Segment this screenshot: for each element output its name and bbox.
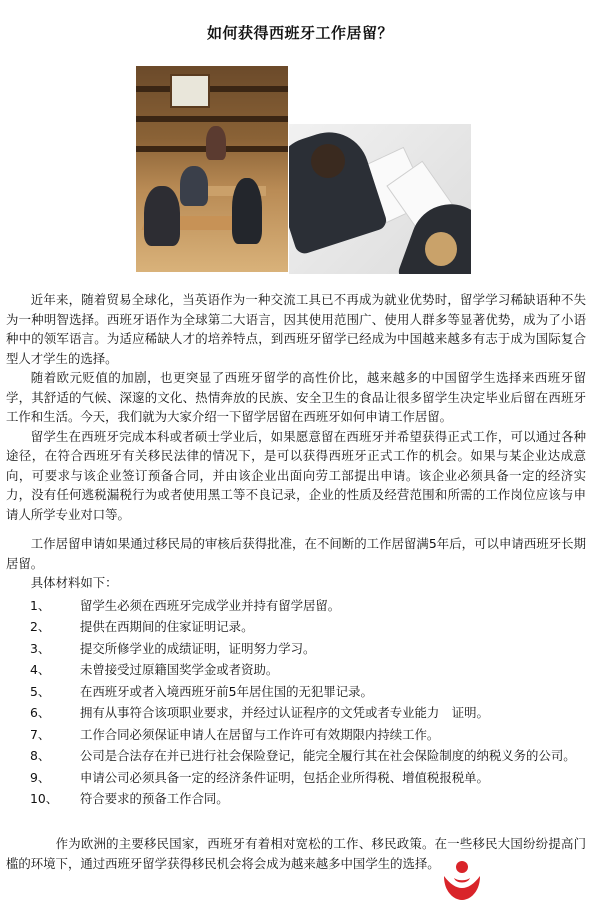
- list-number: 10、: [30, 791, 59, 806]
- window: [170, 74, 210, 108]
- list-text: 工作合同必须保证申请人在居留与工作许可有效期限内持续工作。: [80, 726, 440, 742]
- list-item: [6, 745, 586, 767]
- materials-heading: 具体材料如下：: [30, 575, 118, 590]
- materials-list: [6, 595, 586, 810]
- list-item: [6, 638, 586, 660]
- list-number: 9、: [30, 769, 51, 785]
- list-text: 留学生必须在西班牙完成学业并持有留学居留。: [80, 597, 341, 613]
- student: [232, 178, 262, 244]
- list-number: 2、: [30, 619, 51, 634]
- shelf: [136, 86, 288, 92]
- closing-paragraph: 作为欧洲的主要移民国家，西班牙有着相对宽松的工作、移民政策。在一些移民大国纷纷提高门槛的环境下，通过西班牙留学获得移民机会将会成为越来越多中国学生的选择。: [6, 836, 586, 871]
- list-number: 3、: [30, 640, 51, 656]
- logo-icon: [440, 858, 484, 902]
- list-text: 提供在西期间的住家证明记录。: [80, 619, 254, 634]
- paragraph: 随着欧元贬值的加剧，也更突显了西班牙留学的高性价比，越来越多的中国留学生选择来西班牙留学，其舒适的气候、深邃的文化、热情奔放的民族、安全卫生的食品让很多留学生决定毕业后留在西班牙工作和生活。今天，我们就为大家介绍一下留学居留在西班牙如何申请工作居留。: [6, 370, 586, 424]
- list-item: [6, 724, 586, 746]
- page-title: 如何获得西班牙工作居留？: [206, 24, 393, 42]
- list-item: [6, 659, 586, 681]
- student: [144, 186, 180, 246]
- list-item: [6, 595, 586, 617]
- paragraph: 工作居留申请如果通过移民局的审核后获得批准，在不间断的工作居留满5年后，可以申请西班牙长期居留。: [6, 536, 586, 571]
- list-text: 在西班牙或者入境西班牙前5年居住国的无犯罪记录。: [80, 683, 373, 699]
- list-number: 8、: [30, 748, 51, 763]
- paragraph: 留学生在西班牙完成本科或者硕士学业后，如果愿意留在西班牙并希望获得正式工作，可以通过各种途径，在符合西班牙有关移民法律的情况下，是可以获得西班牙正式工作的机会。如果与某企业达成意向，可要求与该企业签订预备合同，并由该企业出面向劳工部提出申请。该企业必须具备一定的经济实力，没有任何逃税漏税行为或者使用黑工等不良记录，企业的性质及经营范围和所需的工作岗位应该与申请人所学专业对口等。: [6, 428, 586, 522]
- businesswoman-head: [425, 232, 457, 266]
- list-number: 4、: [30, 662, 51, 677]
- article-body: [6, 290, 586, 810]
- list-item: [6, 616, 586, 638]
- student: [206, 126, 226, 160]
- list-number: 1、: [30, 597, 51, 613]
- businessman-head: [311, 144, 345, 178]
- library-photo: [136, 66, 288, 272]
- list-text: 拥有从事符合该项职业要求，并经过认证程序的文凭或者专业能力 证明。: [80, 705, 489, 720]
- list-text: 提交所修学业的成绩证明，证明努力学习。: [80, 640, 316, 656]
- businessman: [289, 124, 389, 256]
- closing-section: [6, 834, 586, 874]
- list-number: 7、: [30, 726, 51, 742]
- list-text: 未曾接受过原籍国奖学金或者资助。: [80, 662, 279, 677]
- list-item: [6, 788, 586, 810]
- list-item: [6, 767, 586, 789]
- paragraph: 近年来，随着贸易全球化，当英语作为一种交流工具已不再成为就业优势时，留学学习稀缺语种不失为一种明智选择。西班牙语作为全球第二大语言，因其使用范围广、使用人群多等显著优势，成为了小语种中的领军语言。为适应稀缺人才的培养特点，到西班牙留学已经成为中国越来越多有志于成为国际复合型人才学生的选择。: [6, 292, 586, 366]
- list-text: 公司是合法存在并已进行社会保险登记，能完全履行其在社会保险制度的纳税义务的公司。: [80, 748, 576, 763]
- list-text: 符合要求的预备工作合同。: [80, 791, 229, 806]
- list-text: 申请公司必须具备一定的经济条件证明，包括企业所得税、增值税报税单。: [80, 769, 489, 785]
- student: [180, 166, 208, 206]
- list-item: [6, 702, 586, 724]
- list-number: 6、: [30, 705, 51, 720]
- shelf: [136, 116, 288, 122]
- meeting-photo: [289, 124, 471, 274]
- list-number: 5、: [30, 683, 51, 699]
- list-item: [6, 681, 586, 703]
